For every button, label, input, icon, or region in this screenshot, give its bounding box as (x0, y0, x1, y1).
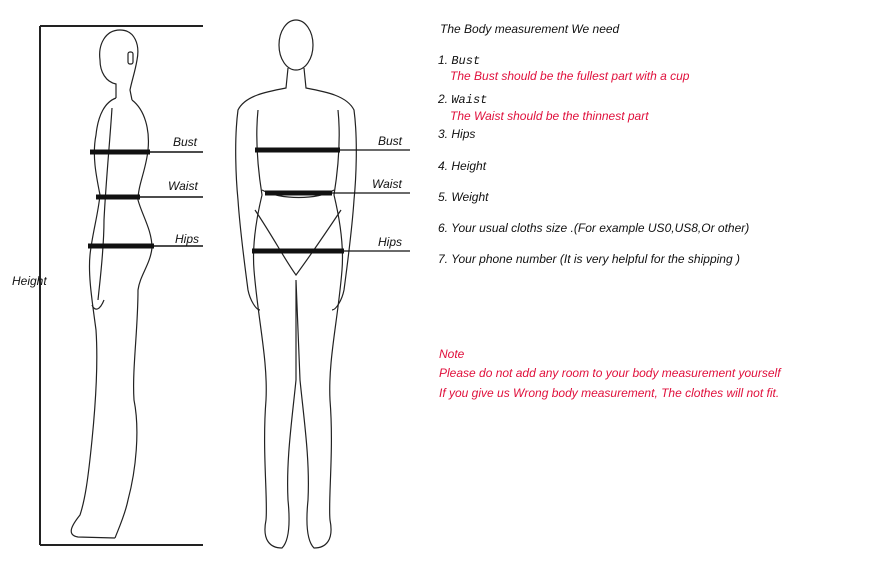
side-waist-label: Waist (168, 179, 198, 193)
bust-note: The Bust should be the fullest part with a cup (450, 69, 690, 83)
height-bracket (40, 26, 203, 545)
item-number: 1. (438, 53, 449, 67)
height-label: Height (12, 274, 47, 288)
note-line: If you give us Wrong body measurement, The clothes will not fit. (439, 386, 780, 400)
item-phone (438, 252, 740, 266)
note-line: Please do not add any room to your body measurement yourself (439, 366, 781, 380)
item-weight (438, 190, 489, 204)
item-waist (438, 92, 487, 107)
item-number: 5. (438, 190, 449, 204)
item-label: Height (451, 159, 487, 173)
waist-note: The Waist should be the thinnest part (450, 109, 649, 123)
item-height (438, 159, 486, 173)
item-number: 2. (438, 92, 449, 106)
item-number: 7. (438, 252, 449, 266)
item-size (438, 221, 749, 235)
instructions-title: The Body measurement We need (440, 22, 620, 36)
note-heading: Note (439, 347, 465, 361)
item-label: Your phone number (It is very helpful for the shipping ) (451, 252, 740, 266)
item-bust (438, 53, 480, 68)
item-label: Waist (451, 93, 488, 107)
item-label: Weight (451, 190, 489, 204)
front-hips-label: Hips (378, 235, 403, 249)
item-label: Hips (451, 127, 476, 141)
item-number: 3. (438, 127, 449, 141)
front-bust-label: Bust (378, 134, 403, 148)
side-hips-label: Hips (175, 232, 200, 246)
item-hips (438, 127, 475, 141)
item-number: 6. (438, 221, 449, 235)
item-number: 4. (438, 159, 449, 173)
side-bust-label: Bust (173, 135, 198, 149)
front-view-figure (236, 20, 357, 548)
front-waist-label: Waist (372, 177, 402, 191)
item-label: Your usual cloths size .(For example US0,US8,Or other) (451, 221, 750, 235)
side-view-figure (71, 30, 152, 538)
item-label: Bust (451, 54, 481, 68)
